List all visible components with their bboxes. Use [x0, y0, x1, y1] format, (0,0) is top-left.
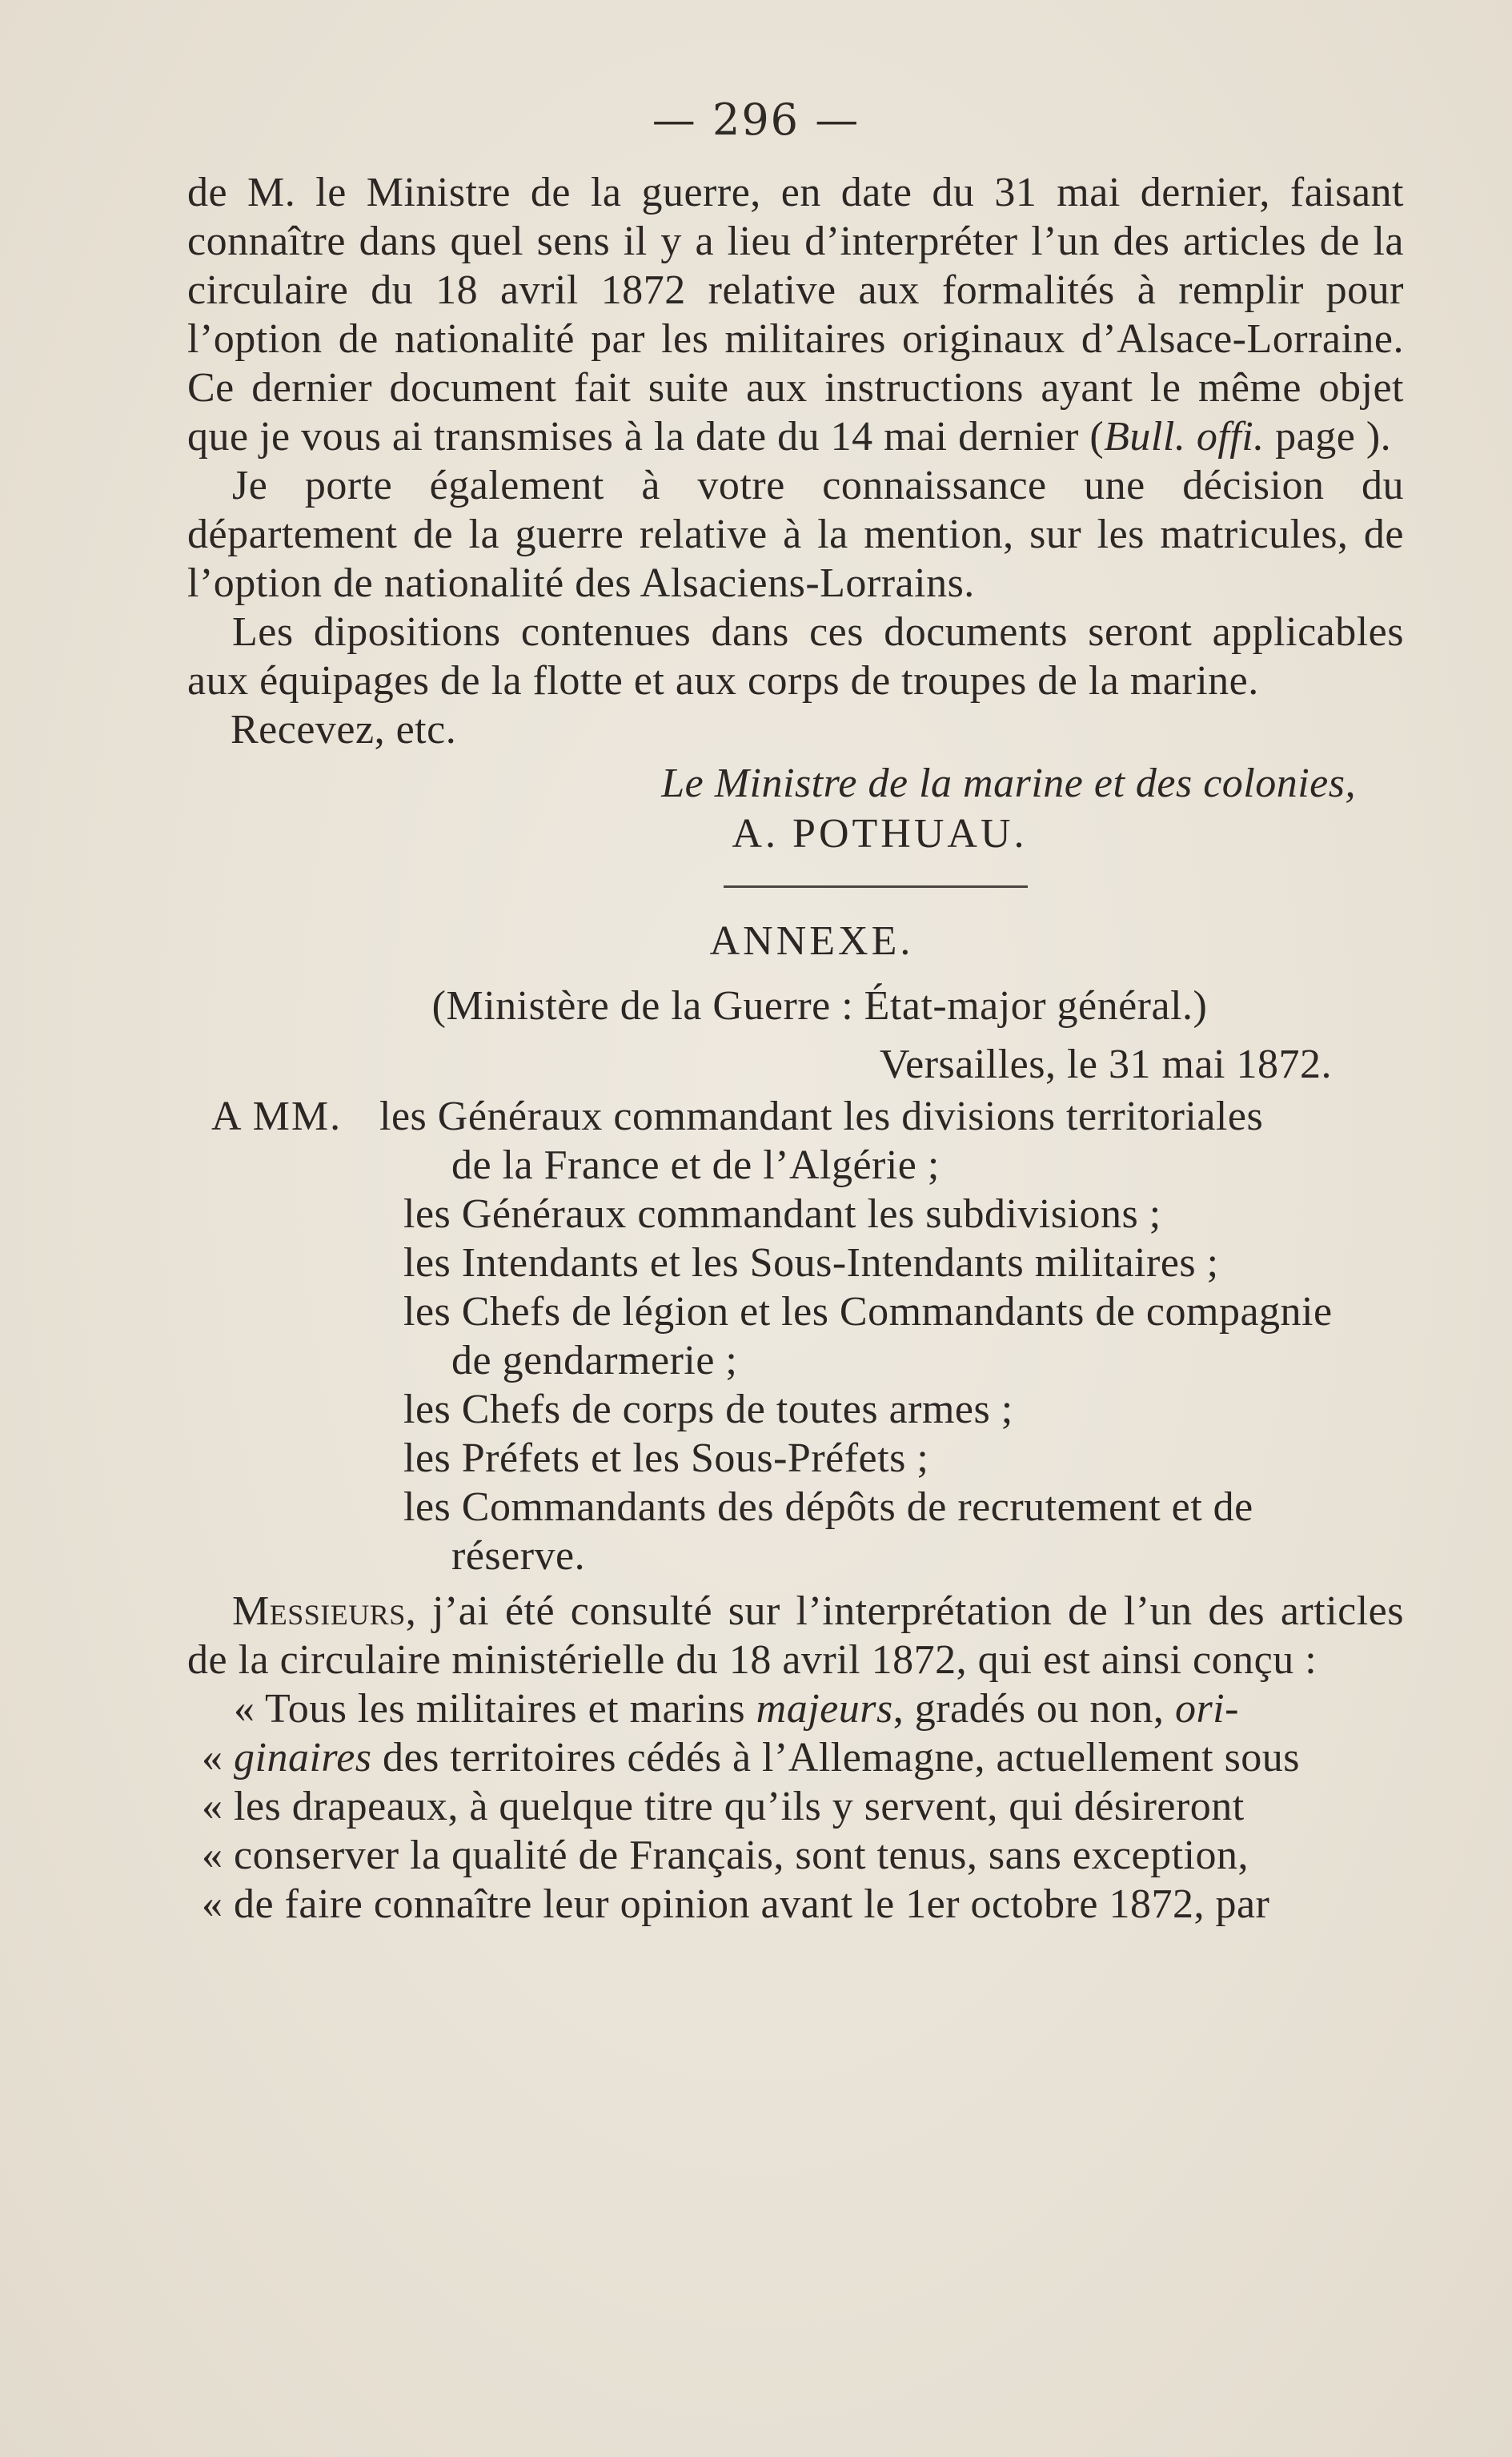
- paragraph-2: Je porte également à votre connaissance une décision du département de la guerre relative à la mention, sur les matricules, de l’option de nationalité des Alsaciens-Lorrains.: [187, 463, 1404, 606]
- bulletin-reference: Bull. offi.: [1104, 414, 1265, 460]
- quote-line: [187, 1733, 1404, 1782]
- signature-name: A. POTHUAU.: [732, 811, 1028, 857]
- quote-mark: «: [202, 1881, 223, 1927]
- quote-text: des territoires cédés à l’Allemagne, actuellement sous: [371, 1735, 1301, 1781]
- recipient-item: les Intendants et les Sous-Intendants militaires ;: [403, 1240, 1219, 1286]
- recipient-item: les Généraux commandant les divisions territoriales: [379, 1094, 1264, 1139]
- quote-text: , gradés ou non,: [892, 1686, 1175, 1732]
- recipient-item: les Préfets et les Sous-Préfets ;: [403, 1435, 929, 1481]
- section-divider: [724, 885, 1028, 888]
- quote-mark: «: [202, 1833, 223, 1878]
- annex-title: ANNEXE.: [709, 918, 914, 964]
- paragraph-1-text: de M. le Ministre de la guerre, en date du 31 mai dernier, faisant connaître dans quel sens il y a lieu d’interpréter l’un des articles de la circulaire du 18 avril 1872 relative aux formalités à remplir pour l’option de nationalité par les militaires originaux d’Alsace-Lorraine. Ce dernier document fait suite aux instructions ayant le même objet que je vous ai transmises à la date du 14 mai dernier (: [187, 170, 1404, 460]
- page-number: — 296 —: [652, 94, 860, 145]
- quote-text: les drapeaux, à quelque titre qu’ils y servent, qui désireront: [234, 1784, 1245, 1829]
- quote-line: [187, 1880, 1404, 1929]
- recipient-item: réserve.: [451, 1533, 586, 1579]
- signature-title: Le Ministre de la marine et des colonies,: [661, 761, 1356, 806]
- quote-line: [187, 1831, 1404, 1880]
- intro-text: , j’ai été consulté sur l’interprétation de l’un des articles de la circulaire ministérielle du 18 avril 1872, qui est ainsi conçu :: [187, 1588, 1404, 1683]
- page-reference: page ).: [1264, 414, 1392, 460]
- annex-date: Versailles, le 31 mai 1872.: [879, 1042, 1332, 1087]
- salutation: Messieurs: [232, 1588, 406, 1634]
- recipient-item: de gendarmerie ;: [451, 1338, 738, 1383]
- recipients-heading: A MM.: [211, 1094, 343, 1139]
- recipient-item: les Commandants des dépôts de recrutement et de: [403, 1484, 1253, 1530]
- paragraph-1: [187, 168, 1404, 461]
- quote-emphasis: majeurs: [756, 1686, 893, 1732]
- quote-line: [187, 1684, 1404, 1733]
- recipient-row: [187, 1092, 1404, 1141]
- quote-mark: «: [202, 1735, 223, 1781]
- quote-emphasis: ori-: [1174, 1686, 1239, 1732]
- annex-ministry: (Ministère de la Guerre : État-major général.): [431, 983, 1208, 1029]
- quote-text: « Tous les militaires et marins: [234, 1686, 756, 1732]
- recipients-list: [187, 1092, 1404, 1580]
- document-body: [187, 168, 1404, 1929]
- quote-emphasis: ginaires: [234, 1735, 372, 1781]
- recipient-item: les Généraux commandant les subdivisions ;: [403, 1191, 1161, 1237]
- quote-mark: «: [202, 1784, 223, 1829]
- quote-text: conserver la qualité de Français, sont tenus, sans exception,: [234, 1833, 1249, 1878]
- quote-line: [187, 1782, 1404, 1831]
- recipient-item: de la France et de l’Algérie ;: [451, 1142, 940, 1188]
- closing-formula: Recevez, etc.: [231, 707, 457, 753]
- recipient-item: les Chefs de légion et les Commandants de compagnie: [403, 1289, 1333, 1335]
- paragraph-3: Les dipositions contenues dans ces documents seront applicables aux équipages de la flotte et aux corps de troupes de la marine.: [187, 609, 1404, 704]
- quote-text: de faire connaître leur opinion avant le 1er octobre 1872, par: [234, 1881, 1270, 1927]
- messieurs-paragraph: [187, 1587, 1404, 1684]
- recipient-item: les Chefs de corps de toutes armes ;: [403, 1387, 1013, 1432]
